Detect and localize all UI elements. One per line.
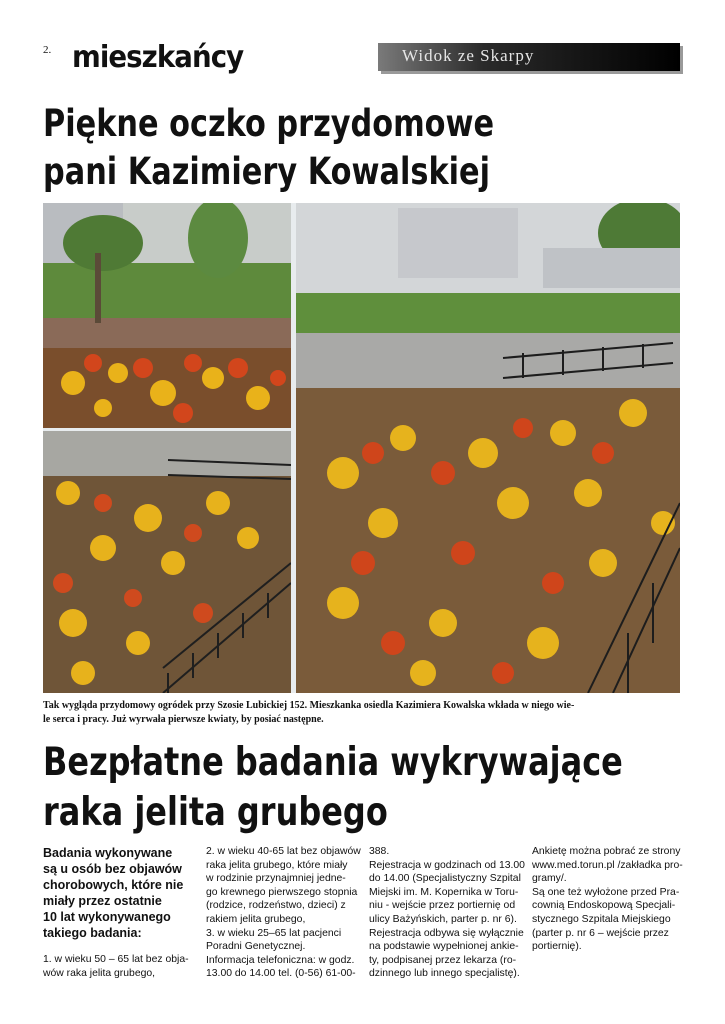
body-line: go krewnego pierwszego stopnia [206, 886, 358, 898]
body-line: 3. w wieku 25–65 lat pacjenci [206, 927, 342, 939]
article-column-3 [369, 845, 525, 981]
body-line: wów raka jelita grubego, [43, 967, 156, 979]
body-line: (parter p. nr 6 – wejście przez [532, 927, 669, 939]
body-line: niu - wejście przez portiernię od [369, 900, 516, 912]
body-line: portiernię). [532, 941, 582, 953]
body-line: ulicy Bażyńskich, parter p. nr 6). [369, 913, 517, 925]
body-line: 388. [369, 846, 390, 857]
caption-line: le serca i pracy. Już wyrwała pierwsze kwiaty, by posiać następne. [43, 714, 324, 725]
lead-line: chorobowych, które nie [43, 878, 184, 892]
body-line: Są one też wyłożone przed Pra- [532, 886, 680, 898]
body-line: Poradni Genetycznej. [206, 941, 306, 953]
masthead-title: mieszkańcy [72, 40, 244, 75]
photo-panel-right [296, 203, 680, 693]
photo-caption [43, 699, 680, 727]
lead-line: miały przez ostatnie [43, 894, 162, 908]
body-line: (rodzice, rodzeństwo, dzieci) z [206, 900, 346, 912]
body-line: ty, podpisanej przez lekarza (ro- [369, 954, 517, 966]
body-line: 13.00 do 14.00 tel. (0-56) 61-00- [206, 968, 356, 980]
body-line: rakiem jelita grubego, [206, 913, 306, 925]
body-line: Ankietę można pobrać ze strony [532, 846, 681, 857]
body-line: Rejestracja odbywa się wyłącznie [369, 927, 524, 939]
article1-headline [43, 100, 494, 196]
lead-line: są u osób bez objawów [43, 862, 182, 876]
article2-headline [43, 738, 623, 838]
body-line: 2. w wieku 40-65 lat bez objawów [206, 846, 361, 857]
body-line: www.med.torun.pl /zakładka pro- [532, 859, 683, 871]
body-line: Miejski im. M. Kopernika w Toru- [369, 886, 519, 898]
body-line: Informacja telefoniczna: w godz. [206, 954, 355, 966]
lead-line: Badania wykonywane [43, 846, 173, 860]
body-line: w rodzinie przynajmniej jedne- [206, 873, 346, 885]
photo-panel-bottom-left [43, 431, 291, 693]
section-banner [378, 43, 680, 71]
garden-photo-collage [43, 203, 680, 693]
lead-line: 10 lat wykonywanego [43, 910, 171, 924]
lead-line: takiego badania: [43, 926, 142, 940]
body-line: raka jelita grubego, które miały [206, 859, 348, 871]
body-line: stycznego Szpitala Miejskiego [532, 913, 671, 925]
headline-line: Piękne oczko przydomowe [43, 102, 495, 145]
body-line: Rejestracja w godzinach od 13.00 [369, 859, 525, 871]
body-line: do 14.00 (Specjalistyczny Szpital [369, 873, 521, 885]
article-column-2 [206, 845, 361, 981]
article-column-4 [532, 845, 682, 954]
body-line: na podstawie wypełnionej ankie- [369, 941, 519, 953]
body-line: dzinnego lub innego specjalistę). [369, 968, 520, 980]
article-column-1 [43, 845, 193, 980]
photo-panel-top-left [43, 203, 291, 428]
headline-line: raka jelita grubego [43, 790, 388, 835]
body-line: gramy/. [532, 873, 567, 885]
headline-line: Bezpłatne badania wykrywające [43, 740, 623, 785]
caption-line: Tak wygląda przydomowy ogródek przy Szosie Lubickiej 152. Mieszkanka osiedla Kazimiera Kowalska wkłada w niego wie- [43, 700, 575, 711]
page-number: 2. [43, 44, 52, 56]
section-banner-label: Widok ze Skarpy [402, 46, 535, 65]
article-lead [43, 845, 193, 941]
body-line: 1. w wieku 50 – 65 lat bez obja- [43, 954, 189, 965]
body-line: cownią Endoskopową Specjali- [532, 900, 676, 912]
headline-line: pani Kazimiery Kowalskiej [43, 150, 491, 193]
